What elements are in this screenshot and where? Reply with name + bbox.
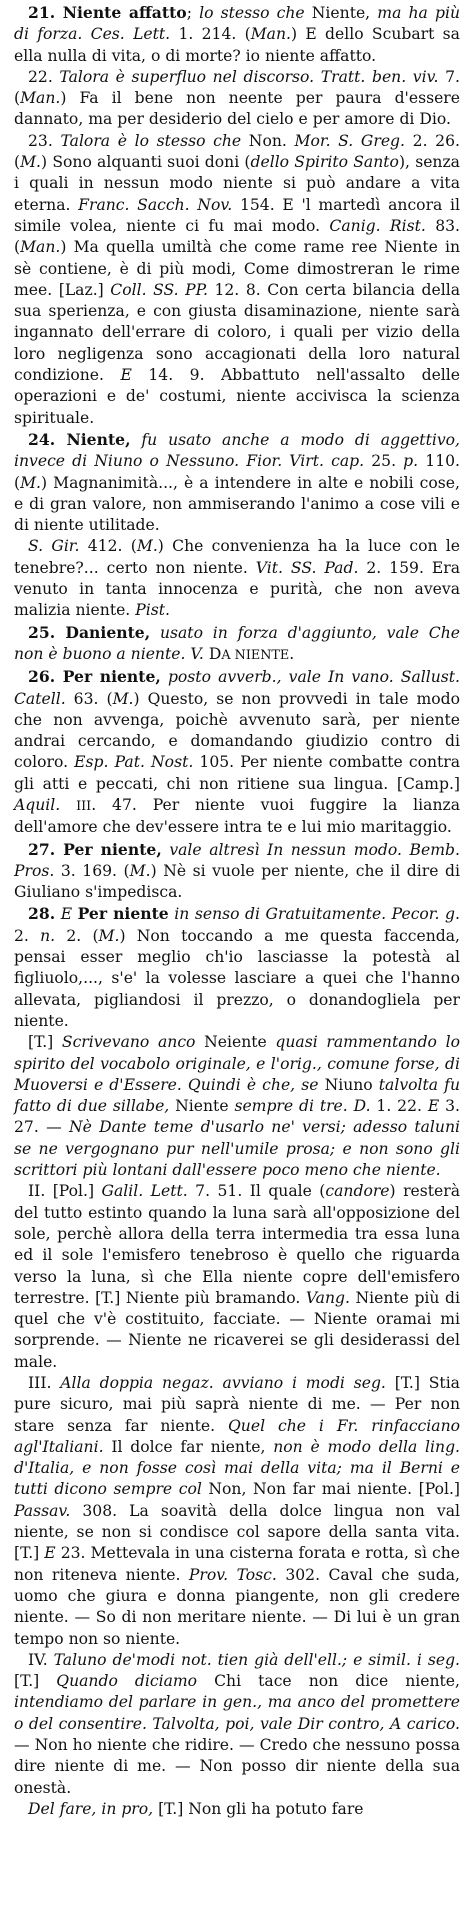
entry-27: 27. Per niente, vale altresì In nessun modo. Bemb. Pros. 3. 169. (M.) Nè si vuole per niente, che il dire di Giuliano s'impedisca.	[14, 839, 460, 902]
section-iv: IV. Taluno de'modi not. tien già dell'ell.; e simil. i seg. [T.] Quando diciamo Chi tace non dice niente, intendiamo del parlare in gen., ma anco del promettere o del consentire. Talvolta, poi, vale Dir contro, A carico. — Non ho niente che ridire. — Credo che nessuno possa dire niente di me. — Non posso dir niente della sua onestà.	[14, 1650, 461, 1797]
entry-23: 23. Talora è lo stesso che Non. Mor. S. Greg. 2. 26. (M.) Sono alquanti suoi doni (dello Spirito Santo), senza i quali in nessun modo niente si può andare a vita eterna. Franc. Sacch. Nov. 154. E 'l martedì ancora il simile volea, niente ci fu mai modo. Canig. Rist. 83. (Man.) Ma quella umiltà che come rame ree Niente in sè contiene, è di più modi, Come dimostreran le rime mee. [Laz.] Coll. SS. PP. 12. 8. Con certa bilancia della sua sperienza, e con giusta disaminazione, niente sarà ingannato dell'errare di coloro, i quali per vizio della loro negligenza sono accagionati della loro natural condizione. E 14. 9. Abbattuto nell'assalto delle operazioni e de' costumi, niente accivisca la scienza spirituale.	[14, 131, 461, 427]
entry-26: 26. Per niente, posto avverb., vale In vano. Sallust. Catell. 63. (M.) Questo, se non provvedi in tale modo che non avvenga, poichè avvenuto sarà, per niente andrai cercando, e domandando giudizio contro di coloro. Esp. Pat. Nost. 105. Per niente combatte contra gli atti e peccati, chi non ritiene sua lingua. [Camp.] Aquil. III. 47. Per niente vuoi fuggire la lianza dell'amore che dev'essere intra te e lui mio maritaggio.	[14, 667, 461, 837]
section-iii: III. Alla doppia negaz. avviano i modi seg. [T.] Stia pure sicuro, mai più saprà niente di me. — Per non stare senza far niente. Quel che i Fr. rinfacciano agl'Italiani. Il dolce far niente, non è modo della ling. d'Italia, e non fosse così mai della vita; ma il Berni e tutti dicono sempre col Non, Non far mai niente. [Pol.] Passav. 308. La soavità della dolce lingua non val niente, se non si condisce col sapore della santa vita. [T.] E 23. Mettevala in una cisterna forata e rotta, sì che non riteneva niente. Prov. Tosc. 302. Caval che suda, uomo che giura e donna piangente, non gli credere niente. — So di non meritare niente. — Di lui è un gran tempo non so niente.	[14, 1374, 461, 1648]
entry-24: 24. Niente, fu usato anche a modo di aggettivo, invece di Niuno o Nessuno. Fior. Virt. cap. 25. p. 110. (M.) Magnanimità..., è a intendere in alte e nobili cose, e di gran valore, non ammiserando l'animo a cose vili e di niente utilitade.	[14, 429, 460, 535]
entry-21: 21. Niente affatto; lo stesso che Niente, ma ha più di forza. Ces. Lett. 1. 214. (Man.) E dello Scubart sa ella nulla di vita, o di morte? io niente affatto.	[14, 3, 460, 65]
note-tommaseo: [T.] Scrivevano anco Neiente quasi rammentando lo spirito del vocabolo originale, e l'orig., comune forse, di Muoversi e d'Essere. Quindi è che, se Niuno talvolta fu fatto di due sillabe, Niente sempre di tre. D. 1. 22. E 3. 27. — Nè Dante teme d'usarlo ne' versi; adesso taluni se ne vergognano pur nell'umile prosa; e non sono gli scrittori più lontani dall'essere poco meno che niente.	[14, 1033, 460, 1180]
section-del-fare: Del fare, in pro, [T.] Non gli ha potuto fare	[28, 1799, 364, 1818]
entry-22: 22. Talora è superfluo nel discorso. Tratt. ben. viv. 7. (Man.) Fa il bene non neente per paura d'essere dannato, ma per desiderio del cielo e per amore di Dio.	[14, 67, 461, 129]
entry-28: 28. E Per niente in senso di Gratuitamente. Pecor. g. 2. n. 2. (M.) Non toccando a me questa faccenda, pensai esser meglio ch'io lasciasse la potestà al figliuolo,..., s'e' la volesse lasciare a quei che l'hanno allevata, pigliandosi il prezzo, o donandogliela per niente.	[14, 904, 460, 1030]
entry-24-continuation: S. Gir. 412. (M.) Che convenienza ha la luce con le tenebre?... certo non niente. Vit. SS. Pad. 2. 159. Era venuto in tanta innocenza e purità, che non aveva malizia niente. Pist.	[14, 537, 461, 620]
section-ii: II. [Pol.] Galil. Lett. 7. 51. Il quale (candore) resterà del tutto estinto quando la luna sarà all'opposizione del sole, perchè allora della terra intermedia tra essa luna ed il sole l'emisfero tenebroso è quello che riguarda verso la luna, sì che Ella niente copre dell'emisfero terrestre. [T.] Niente più bramando. Vang. Niente più di quel che v'è costituito, facciate. — Niente oramai mi sorprende. — Niente ne ricaverei se gli desiderassi del male.	[14, 1182, 461, 1371]
entry-25: 25. Daniente, usato in forza d'aggiunto, vale Che non è buono a niente. V. DA NIENTE.	[14, 622, 460, 663]
